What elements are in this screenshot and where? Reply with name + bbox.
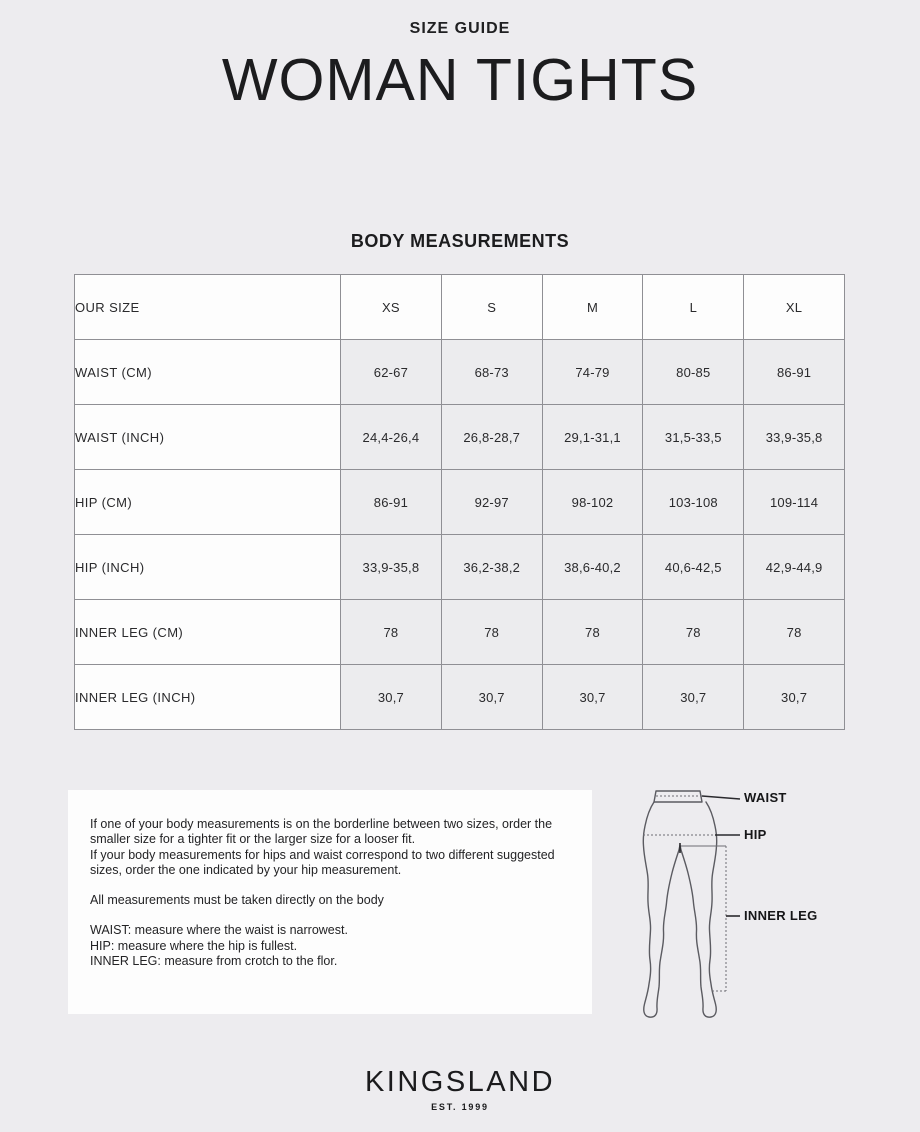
row-label: WAIST (INCH) <box>75 405 341 470</box>
size-value-cell: 30,7 <box>341 665 442 730</box>
size-value-cell: 74-79 <box>542 340 643 405</box>
size-value-cell: 31,5-33,5 <box>643 405 744 470</box>
column-header-xl: XL <box>744 275 845 340</box>
size-value-cell: 86-91 <box>341 470 442 535</box>
brand-logo <box>0 1066 920 1112</box>
size-value-cell: 78 <box>341 600 442 665</box>
row-label: WAIST (CM) <box>75 340 341 405</box>
page-eyebrow: SIZE GUIDE <box>409 20 511 37</box>
row-label: INNER LEG (INCH) <box>75 665 341 730</box>
column-header-m: M <box>542 275 643 340</box>
size-value-cell: 30,7 <box>744 665 845 730</box>
size-value-cell: 109-114 <box>744 470 845 535</box>
table-body <box>75 340 845 730</box>
note-definitions <box>90 923 568 969</box>
note-inner-leg-definition: INNER LEG: measure from crotch to the flor. <box>90 953 338 968</box>
row-label: HIP (INCH) <box>75 535 341 600</box>
table-row <box>75 340 845 405</box>
size-value-cell: 78 <box>441 600 542 665</box>
diagram-label-inner-leg: INNER LEG <box>744 908 818 923</box>
size-value-cell: 78 <box>643 600 744 665</box>
section-title: BODY MEASUREMENTS <box>350 231 570 251</box>
column-header-l: L <box>643 275 744 340</box>
note-two-suggested-sizes: If your body measurements for hips and waist correspond to two different suggested sizes, order the one indicated by your hip measurement. <box>90 847 555 877</box>
size-value-cell: 103-108 <box>643 470 744 535</box>
size-value-cell: 78 <box>542 600 643 665</box>
size-value-cell: 30,7 <box>441 665 542 730</box>
size-value-cell: 30,7 <box>643 665 744 730</box>
diagram-label-hip: HIP <box>744 827 767 842</box>
size-value-cell: 33,9-35,8 <box>744 405 845 470</box>
table-row <box>75 405 845 470</box>
table-row <box>75 600 845 665</box>
fit-notes-panel <box>68 790 592 1014</box>
size-value-cell: 68-73 <box>441 340 542 405</box>
size-value-cell: 30,7 <box>542 665 643 730</box>
table-row <box>75 535 845 600</box>
table-row <box>75 665 845 730</box>
tights-legs-outline <box>643 802 716 1017</box>
tights-figure <box>622 788 742 1020</box>
note-directly-on-body: All measurements must be taken directly on the body <box>90 893 384 907</box>
brand-name: KINGSLAND <box>364 1066 556 1098</box>
size-value-cell: 36,2-38,2 <box>441 535 542 600</box>
size-value-cell: 92-97 <box>441 470 542 535</box>
diagram-label-waist: WAIST <box>744 790 787 805</box>
page-title: WOMAN TIGHTS <box>221 47 699 113</box>
size-value-cell: 40,6-42,5 <box>643 535 744 600</box>
waist-connector-line <box>702 796 740 799</box>
brand-established: EST. 1999 <box>431 1102 489 1112</box>
size-value-cell: 78 <box>744 600 845 665</box>
note-waist-definition: WAIST: measure where the waist is narrowest. <box>90 923 348 938</box>
size-value-cell: 33,9-35,8 <box>341 535 442 600</box>
size-value-cell: 98-102 <box>542 470 643 535</box>
table-header-row <box>75 275 845 340</box>
size-value-cell: 42,9-44,9 <box>744 535 845 600</box>
column-header-s: S <box>441 275 542 340</box>
size-value-cell: 38,6-40,2 <box>542 535 643 600</box>
size-value-cell: 62-67 <box>341 340 442 405</box>
note-sizing-advice <box>90 817 568 878</box>
column-header-xs: XS <box>341 275 442 340</box>
our-size-header: OUR SIZE <box>75 275 341 340</box>
body-measurements-table <box>74 274 845 730</box>
row-label: HIP (CM) <box>75 470 341 535</box>
table-row <box>75 470 845 535</box>
size-value-cell: 24,4-26,4 <box>341 405 442 470</box>
size-value-cell: 86-91 <box>744 340 845 405</box>
note-borderline: If one of your body measurements is on the borderline between two sizes, order the smaller size for a tighter fit or the larger size for a looser fit. <box>90 817 553 847</box>
tights-measurement-diagram <box>622 786 920 1024</box>
size-value-cell: 26,8-28,7 <box>441 405 542 470</box>
note-hip-definition: HIP: measure where the hip is fullest. <box>90 938 298 953</box>
size-value-cell: 80-85 <box>643 340 744 405</box>
size-value-cell: 29,1-31,1 <box>542 405 643 470</box>
row-label: INNER LEG (CM) <box>75 600 341 665</box>
